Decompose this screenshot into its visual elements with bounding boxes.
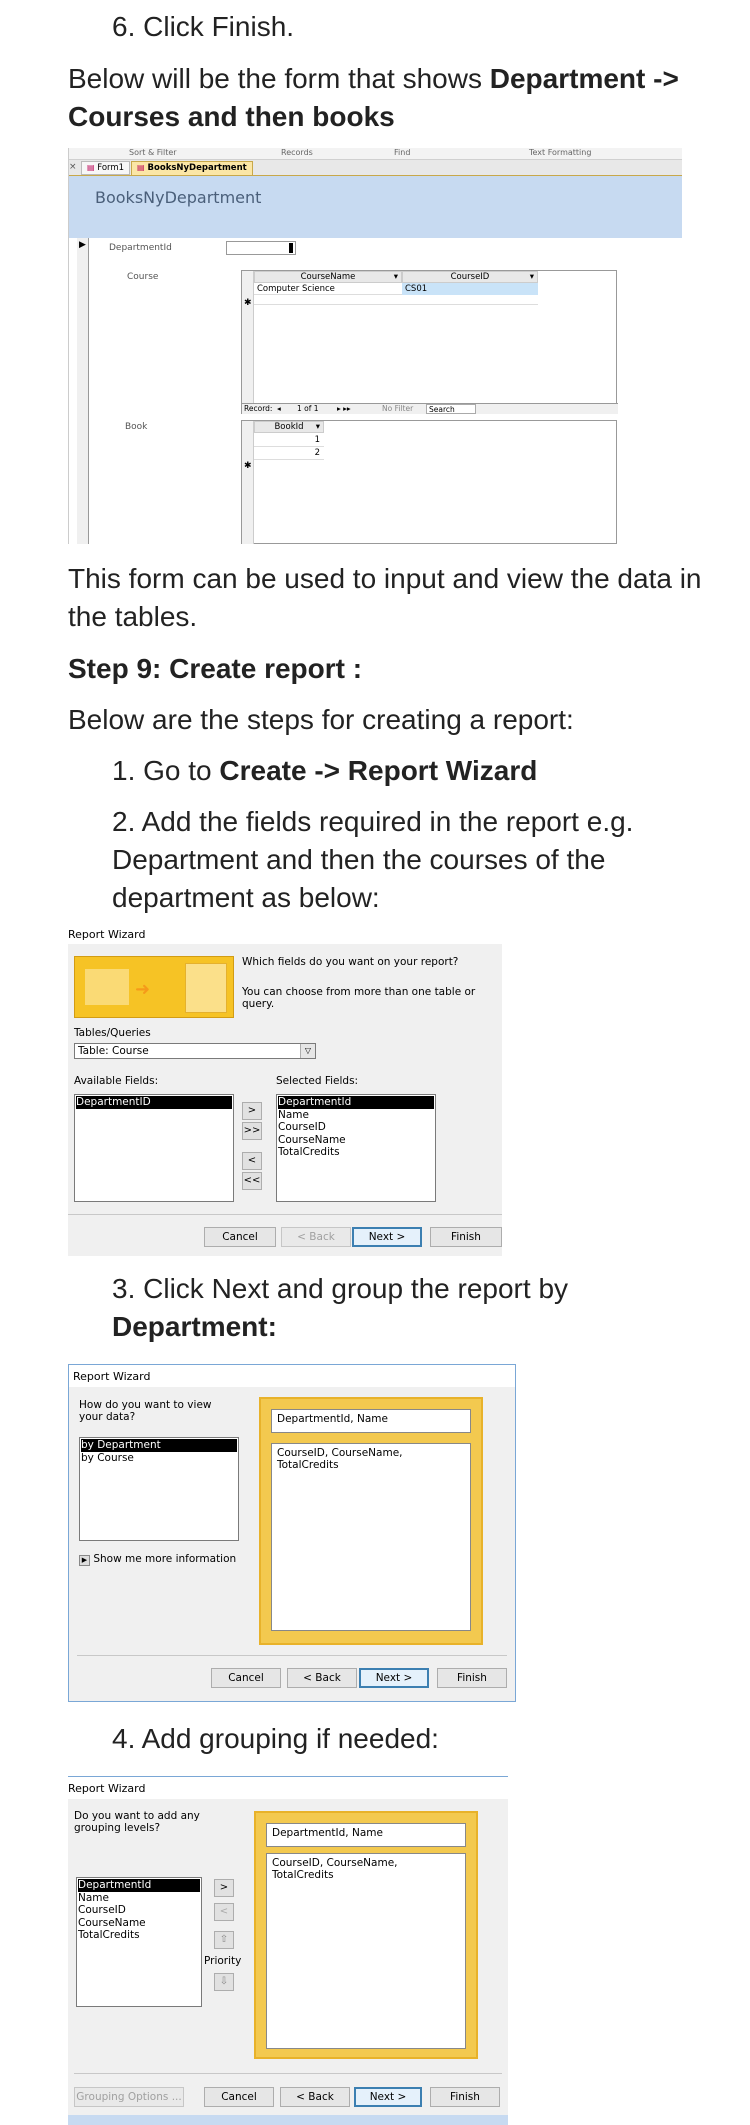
list-item[interactable]: CourseID	[278, 1121, 326, 1133]
book-row-selectors	[242, 421, 254, 544]
list-item[interactable]: TotalCredits	[78, 1929, 140, 1941]
available-fields-list[interactable]	[74, 1094, 234, 1202]
course-name-header-label: CourseName	[300, 272, 356, 282]
list-item[interactable]: Name	[78, 1891, 109, 1904]
course-id-header-label: CourseID	[450, 272, 490, 282]
cancel-button[interactable]: Cancel	[211, 1668, 281, 1688]
add-grouping-button[interactable]: >	[214, 1879, 234, 1897]
book-label: Book	[125, 422, 148, 432]
move-one-right-button[interactable]: >	[242, 1102, 262, 1120]
preview-detail: CourseID, CourseName, TotalCredits	[266, 1853, 466, 2049]
divider	[74, 2073, 502, 2074]
back-button[interactable]: < Back	[280, 2087, 350, 2107]
selected-fields-label: Selected Fields:	[276, 1075, 359, 1087]
report-step-1	[112, 752, 537, 790]
new-record-icon: ✱	[244, 461, 252, 471]
list-item[interactable]: TotalCredits	[278, 1146, 340, 1158]
report-wizard-fields-dialog	[68, 924, 502, 1256]
form-icon: ▤	[137, 163, 145, 172]
book-id-cell: 1	[314, 435, 320, 445]
record-label: Record:	[244, 404, 273, 413]
form-usage-paragraph: This form can be used to input and view the data in the tables.	[68, 563, 702, 632]
search-input[interactable]: Search	[426, 404, 476, 414]
dialog-title: Report Wizard	[73, 1370, 151, 1383]
divider	[68, 1214, 502, 1215]
tab-books-department[interactable]	[131, 161, 253, 176]
course-id-cell-value: CS01	[405, 284, 428, 294]
step-1-bold: Create -> Report Wizard	[219, 755, 538, 786]
list-item[interactable]: CourseID	[78, 1904, 126, 1916]
course-name-cell: Computer Science	[257, 284, 335, 294]
wizard-question: Which fields do you want on your report?	[242, 956, 459, 968]
dialog-title: Report Wizard	[68, 1782, 146, 1795]
intro-prefix: Below will be the form that shows	[68, 63, 490, 94]
preview-group-header: DepartmentId, Name	[271, 1409, 471, 1433]
filter-indicator[interactable]: No Filter	[382, 404, 414, 413]
table-select-value: Table: Course	[78, 1045, 149, 1057]
dialog-title: Report Wizard	[68, 928, 146, 941]
wizard-illustration	[74, 956, 234, 1018]
selected-fields-list[interactable]	[276, 1094, 436, 1202]
access-form-screenshot	[68, 148, 682, 544]
grouping-preview	[254, 1811, 478, 2059]
course-row-selectors	[242, 271, 254, 405]
list-item[interactable]: DepartmentID	[76, 1096, 232, 1109]
finish-button[interactable]: Finish	[430, 1227, 502, 1247]
document-tabs	[69, 160, 682, 176]
table-row[interactable]	[254, 283, 402, 295]
form-intro-paragraph	[68, 60, 708, 136]
move-one-left-button[interactable]: <	[242, 1152, 262, 1170]
expand-icon: ▶	[79, 1555, 90, 1566]
report-step-3	[112, 1270, 672, 1346]
back-button[interactable]: < Back	[287, 1668, 357, 1688]
next-record-icon[interactable]: ▸ ▸▸	[337, 404, 351, 413]
wizard-hint: You can choose from more than one table or query.	[242, 986, 476, 1010]
ribbon-text-formatting[interactable]: Text Formatting	[529, 148, 592, 157]
table-select[interactable]	[74, 1043, 316, 1059]
next-button[interactable]: Next >	[352, 1227, 422, 1247]
ribbon-records[interactable]: Records	[281, 148, 313, 157]
course-record-navigator	[242, 403, 618, 414]
course-name-header[interactable]	[254, 271, 402, 283]
course-label: Course	[127, 272, 159, 282]
course-id-header[interactable]	[402, 271, 538, 283]
view-options-list[interactable]	[79, 1437, 239, 1541]
finish-button[interactable]: Finish	[437, 1668, 507, 1688]
step-6-text: 6. Click Finish.	[112, 11, 295, 42]
step-1-prefix: 1. Go to	[112, 755, 220, 786]
priority-label: Priority	[204, 1955, 242, 1967]
grouping-fields-list[interactable]	[76, 1877, 202, 2007]
dialog-titlebar	[68, 924, 502, 944]
list-item[interactable]: CourseName	[278, 1133, 346, 1146]
report-wizard-grouping-dialog	[68, 1776, 508, 2125]
report-graphic	[185, 963, 227, 1013]
new-row[interactable]	[254, 295, 538, 305]
report-step-4: 4. Add grouping if needed:	[112, 1723, 439, 1754]
report-wizard-view-dialog	[68, 1364, 516, 1702]
book-subform	[241, 420, 617, 544]
ribbon-strip	[69, 148, 682, 160]
department-input[interactable]	[226, 241, 296, 255]
divider	[77, 1655, 507, 1656]
cancel-button[interactable]: Cancel	[204, 2087, 274, 2107]
record-position[interactable]: 1 of 1	[297, 404, 319, 413]
list-item[interactable]: by Course	[81, 1451, 134, 1464]
tables-queries-label: Tables/Queries	[74, 1027, 151, 1039]
ribbon-find[interactable]: Find	[394, 148, 411, 157]
priority-up-icon[interactable]: ⇧	[214, 1931, 234, 1949]
step-9-heading: Step 9: Create report :	[68, 653, 363, 684]
move-all-left-button[interactable]: <<	[242, 1172, 262, 1190]
list-item[interactable]: DepartmentId	[278, 1096, 434, 1109]
back-button[interactable]: < Back	[281, 1227, 351, 1247]
step-3-prefix: 3. Click Next and group the report by	[112, 1273, 569, 1304]
more-info-label: Show me more information	[93, 1553, 237, 1565]
first-record-icon[interactable]: ◂	[277, 404, 281, 413]
grouping-options-button[interactable]: Grouping Options ...	[74, 2087, 184, 2107]
sort-dropdown-icon[interactable]: ▾	[315, 422, 320, 432]
tab-books-department-label: BooksNyDepartment	[147, 163, 247, 173]
cancel-button[interactable]: Cancel	[204, 1227, 276, 1247]
dialog-titlebar	[68, 1777, 508, 1799]
close-icon[interactable]: ×	[69, 162, 77, 172]
form-header	[69, 176, 682, 238]
new-record-icon: ✱	[244, 298, 252, 308]
dialog-titlebar	[69, 1365, 515, 1387]
intro-bold: Department -> Courses and then books	[68, 63, 679, 132]
bottom-bar	[68, 2115, 508, 2125]
course-id-cell[interactable]	[402, 283, 538, 295]
book-id-header-label: BookId	[274, 422, 304, 432]
text-cursor	[289, 243, 293, 253]
sort-dropdown-icon[interactable]: ▾	[393, 272, 398, 282]
tab-form1-label: Form1	[97, 163, 125, 173]
layout-preview	[259, 1397, 483, 1645]
more-info-button[interactable]	[79, 1553, 236, 1566]
department-label: DepartmentId	[109, 243, 172, 253]
finish-button[interactable]: Finish	[430, 2087, 500, 2107]
report-steps-intro: Below are the steps for creating a report:	[68, 704, 574, 735]
form-title: BooksNyDepartment	[95, 188, 262, 207]
available-fields-label: Available Fields:	[74, 1075, 159, 1087]
chevron-down-icon[interactable]: ▽	[300, 1044, 315, 1058]
table-row[interactable]	[254, 447, 324, 460]
priority-down-icon[interactable]: ⇩	[214, 1973, 234, 1991]
sort-dropdown-icon[interactable]: ▾	[529, 272, 534, 282]
ribbon-sort-filter[interactable]: Sort & Filter	[129, 148, 177, 157]
report-step-2: 2. Add the fields required in the report e.g. Department and then the courses of the department as below:	[112, 806, 634, 913]
remove-grouping-button[interactable]: <	[214, 1903, 234, 1921]
current-record-arrow-icon: ▶	[79, 240, 86, 250]
list-item[interactable]: DepartmentId	[78, 1879, 200, 1892]
course-subform	[241, 270, 617, 414]
book-id-cell: 2	[314, 448, 320, 458]
next-button[interactable]: Next >	[359, 1668, 429, 1688]
record-selector[interactable]	[77, 238, 89, 544]
list-item[interactable]: by Department	[81, 1439, 237, 1452]
next-button[interactable]: Next >	[354, 2087, 422, 2107]
wizard-question: How do you want to view your data?	[79, 1399, 212, 1423]
preview-group-header: DepartmentId, Name	[266, 1823, 466, 1847]
book-id-header[interactable]	[254, 421, 324, 433]
preview-detail: CourseID, CourseName, TotalCredits	[271, 1443, 471, 1631]
step-3-bold: Department:	[112, 1311, 277, 1342]
arrow-right-icon: ➜	[135, 979, 151, 1000]
move-all-right-button[interactable]: >>	[242, 1122, 262, 1140]
fields-graphic	[85, 969, 129, 1005]
list-item[interactable]: CourseName	[78, 1916, 146, 1929]
table-row[interactable]	[254, 434, 324, 447]
tab-form1[interactable]	[81, 161, 130, 175]
wizard-question: Do you want to add any grouping levels?	[74, 1810, 200, 1834]
list-item[interactable]: Name	[278, 1108, 309, 1121]
form-icon: ▤	[87, 163, 95, 172]
